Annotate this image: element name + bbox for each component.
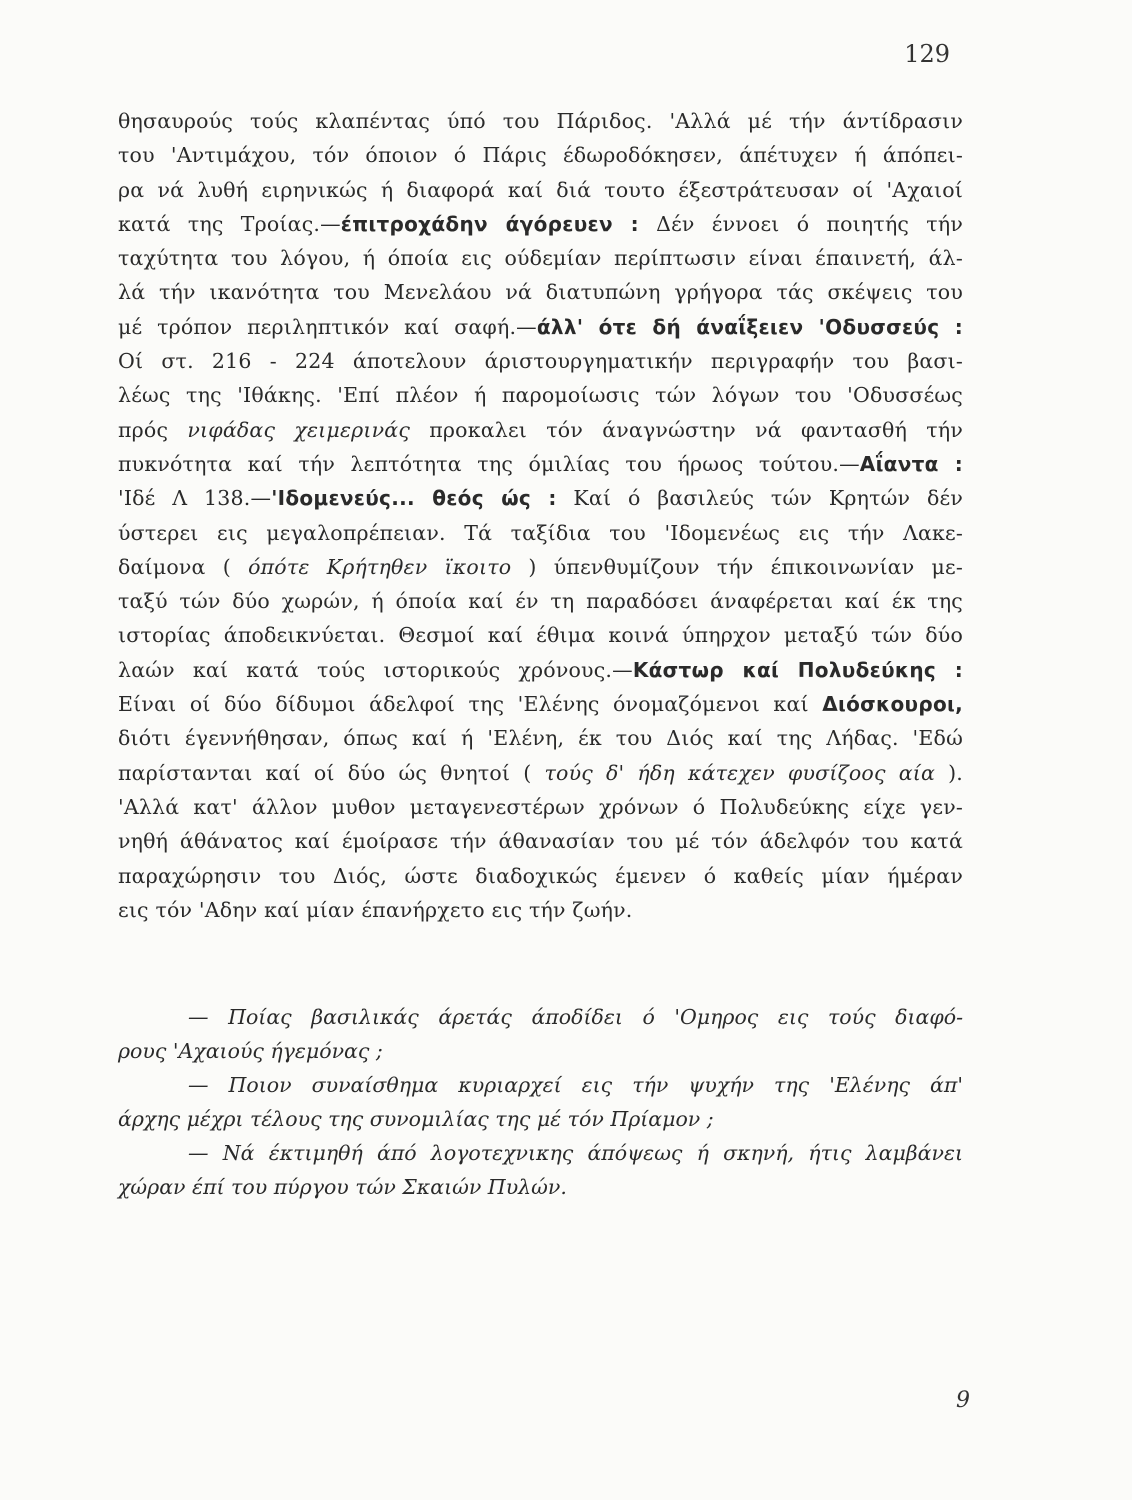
text-line: Οί στ. 216 - 224 άποτελουν άριστουργηματικήν περιγραφήν του βασι- bbox=[118, 349, 963, 374]
text-line: 'Αλλά κατ' άλλον μυθον μεταγενεστέρων χρόνων ό Πολυδεύκης είχε γεν- bbox=[118, 794, 963, 819]
lemma: άλλ' ότε δή άναΐξειεν 'Οδυσσεύς : bbox=[536, 314, 963, 339]
signature-mark: 9 bbox=[956, 1388, 970, 1413]
text-run: κατά της Τροίας.— bbox=[118, 211, 341, 236]
text-line bbox=[118, 481, 963, 515]
quotation: όπότε Κρήτηθεν ϊκοιτο bbox=[248, 554, 512, 579]
text-line: ιστορίας άποδεικνύεται. Θεσμοί καί έθιμα κοινά ύπηρχον μεταξύ τών δύο bbox=[118, 623, 963, 648]
text-line bbox=[118, 687, 963, 721]
text-line: εις τόν 'Αδην καί μίαν έπανήρχετο εις τήν ζωήν. bbox=[118, 897, 633, 922]
text-run: ) ύπενθυμίζουν τήν έπικοινωνίαν με- bbox=[511, 554, 963, 579]
question-line: — Νά έκτιμηθή άπό λογοτεχνικης άπόψεως ή σκηνή, ήτις λαμβάνει bbox=[188, 1141, 963, 1165]
text-line: διότι έγεννήθησαν, όπως καί ή 'Ελένη, έκ του Διός καί της Λήδας. 'Εδώ bbox=[118, 726, 963, 751]
text-line bbox=[118, 756, 963, 790]
text-line bbox=[118, 653, 963, 687]
page-number: 129 bbox=[904, 40, 950, 68]
text-line bbox=[118, 447, 963, 481]
text-line bbox=[118, 413, 963, 447]
text-line: θησαυρούς τούς κλαπέντας ύπό του Πάριδος. 'Αλλά μέ τήν άντίδρασιν bbox=[118, 109, 963, 133]
text-line: ταχύτητα του λόγου, ή όποία εις ούδεμίαν περίπτωσιν είναι έπαινετή, άλ- bbox=[118, 246, 963, 271]
question-line: άρχης μέχρι τέλους της συνομιλίας της μέ τόν Πρίαμον ; bbox=[118, 1107, 714, 1131]
lemma: Διόσκουροι, bbox=[822, 692, 963, 717]
question-line: ρους 'Αχαιούς ήγεμόνας ; bbox=[118, 1039, 383, 1063]
text-line: λέως της 'Ιθάκης. 'Επί πλέον ή παρομοίωσις τών λόγων του 'Οδυσσέως bbox=[118, 383, 963, 408]
text-line: παραχώρησιν του Διός, ώστε διαδοχικώς έμενεν ό καθείς μίαν ήμέραν bbox=[118, 863, 963, 888]
text-run: Είναι οί δύο δίδυμοι άδελφοί της 'Ελένης όνομαζόμενοι καί bbox=[118, 692, 823, 717]
text-run: δαίμονα ( bbox=[118, 554, 249, 579]
text-line: νηθή άθάνατος καί έμοίρασε τήν άθανασίαν του μέ τόν άδελφόν του κατά bbox=[118, 829, 963, 854]
lemma: Κάστωρ καί Πολυδεύκης : bbox=[632, 657, 963, 682]
commentary-text bbox=[118, 104, 963, 927]
text-run: πρός bbox=[118, 417, 188, 442]
quotation: τούς δ' ήδη κάτεχεν φυσίζοος αία bbox=[544, 760, 936, 785]
text-run: προκαλει τόν άναγνώστην νά φαντασθή τήν bbox=[410, 417, 963, 442]
text-line: του 'Αντιμάχου, τόν όποιον ό Πάρις έδωροδόκησεν, άπέτυχεν ή άπόπει- bbox=[118, 143, 963, 168]
text-line bbox=[118, 207, 963, 241]
text-run: λαών καί κατά τούς ιστορικούς χρόνους.— bbox=[118, 657, 633, 682]
question-line: χώραν έπί του πύργου τών Σκαιών Πυλών. bbox=[118, 1175, 567, 1199]
text-run: παρίστανται καί οί δύο ώς θνητοί ( bbox=[118, 760, 545, 785]
text-line: λά τήν ικανότητα του Μενελάου νά διατυπώνη γρήγορα τάς σκέψεις του bbox=[118, 280, 963, 305]
text-run: 'Ιδέ Λ 138.— bbox=[118, 486, 272, 511]
lemma: έπιτροχάδην άγόρευεν : bbox=[340, 211, 639, 236]
text-run: Δέν έννοει ό ποιητής τήν bbox=[638, 211, 963, 236]
quotation: νιφάδας χειμερινάς bbox=[187, 417, 411, 442]
text-line: ύστερει εις μεγαλοπρέπειαν. Τά ταξίδια του 'Ιδομενέως εις τήν Λακε- bbox=[118, 520, 963, 545]
text-line bbox=[118, 550, 963, 584]
text-line: ταξύ τών δύο χωρών, ή όποία καί έν τη παραδόσει άναφέρεται καί έκ της bbox=[118, 589, 963, 614]
study-questions bbox=[118, 1000, 963, 1204]
text-line bbox=[118, 310, 963, 344]
text-run: Καί ό βασιλεύς τών Κρητών δέν bbox=[556, 486, 963, 511]
question-line: — Ποίας βασιλικάς άρετάς άποδίδει ό 'Ομηρος εις τούς διαφό- bbox=[188, 1005, 963, 1029]
question-line: — Ποιον συναίσθημα κυριαρχεί εις τήν ψυχήν της 'Ελένης άπ' bbox=[188, 1073, 963, 1097]
lemma: 'Ιδομενεύς... θεός ώς : bbox=[271, 486, 557, 511]
text-line: ρα νά λυθή ειρηνικώς ή διαφορά καί διά τουτο έξεστράτευσαν οί 'Αχαιοί bbox=[118, 177, 963, 202]
text-run: ). bbox=[935, 760, 963, 785]
lemma: Αΐαντα : bbox=[859, 451, 964, 476]
text-run: πυκνότητα καί τήν λεπτότητα της όμιλίας του ήρωος τούτου.— bbox=[118, 451, 860, 476]
text-run: μέ τρόπον περιληπτικόν καί σαφή.— bbox=[118, 314, 537, 339]
